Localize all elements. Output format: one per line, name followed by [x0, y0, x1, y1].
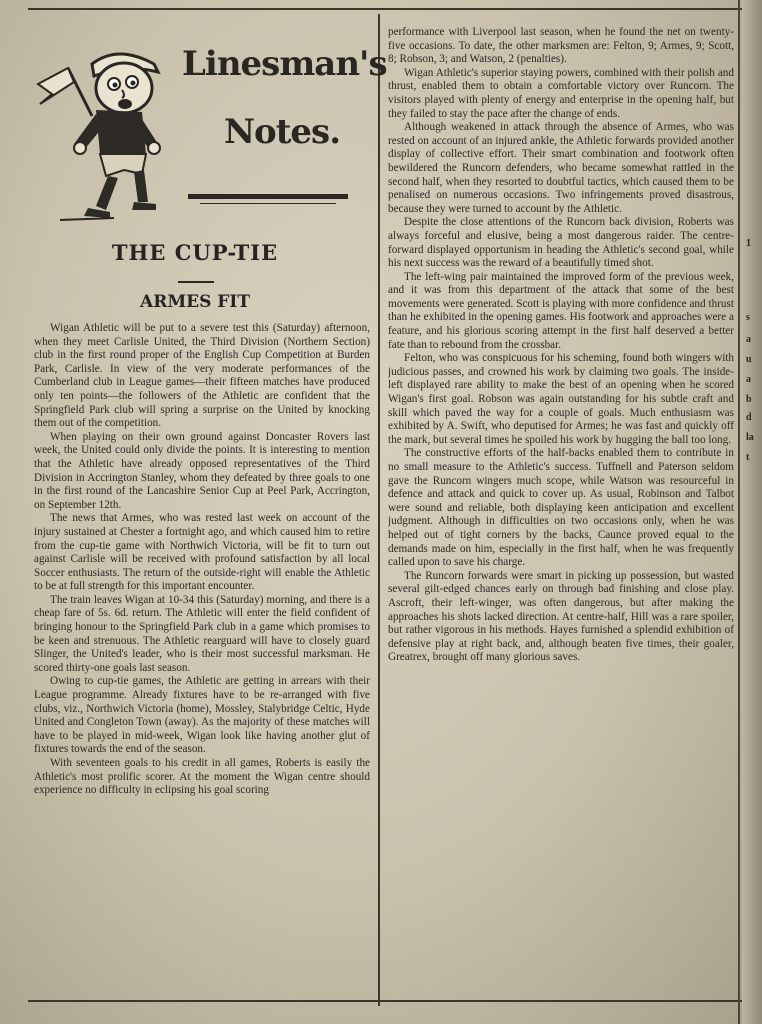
- adjacent-page-fragment: la: [746, 432, 754, 443]
- headline: THE CUP-TIE: [111, 240, 279, 265]
- article-paragraph: With seventeen goals to his credit in all games, Roberts is easily the Athletic's most prolific scorer. At the moment the Wigan centre should experience no difficulty in eclipsing his goal scoring: [34, 757, 370, 797]
- adjacent-page-fragment: d: [746, 412, 752, 423]
- subheadline: ARMES FIT: [140, 292, 250, 312]
- adjacent-page-fragment: u: [746, 354, 752, 365]
- article-paragraph: The constructive efforts of the half-backs enabled them to contribute in no small measure to the Athletic's success. Tuffnell and Paterson seldom gave the Runcorn wingers much scope, while Watson was resourceful in defence and attack and quick to cover up. As usual, Robinson and Talbot were sound and reliable, both displaying keen anticipation and excellent judgment. Although in difficulties on two occasions only, when he was helped out of tight corners by the backs, Caunce proved equal to the demands made on him, especially in the first half, when he was frequently called upon to save his charge.: [388, 447, 734, 569]
- article-paragraph: performance with Liverpool last season, when he found the net on twenty-five occasions. To date, the other marksmen are: Felton, 9; Armes, 9; Scott, 8; Robson, 3; and Watson, 2 (penalties).: [388, 26, 734, 66]
- article-paragraph: Although weakened in attack through the absence of Armes, who was rested on account of an injured ankle, the Athletic forwards provided another display of collective effort. Their smart combination and footwork often bewildered the Runcorn defenders, who became somewhat rattled in the second half, when they resorted to doubtful tactics, which caused them to be penalised on numerous occasions. Two infringements proved disastrous, because they were turned to account by the Athletic.: [388, 121, 734, 215]
- adjacent-page-fragment: a: [746, 374, 751, 385]
- article-paragraph: The Runcorn forwards were smart in picking up possession, but wasted several gilt-edged chances early on through bad finishing and close play. Ascroft, their left-winger, was often dangerous, but after making the approaches his shots lacked direction. At centre-half, Hill was a rare spoiler, but rather vigorous in his methods. Hayes furnished a splendid exhibition of defensive play at right back, and, although beaten five times, their goaler, Greatrex, brought off many glorious saves.: [388, 569, 734, 664]
- article-paragraph: The train leaves Wigan at 10-34 this (Saturday) morning, and there is a cheap fare of 5s. 6d. return. The Athletic will enter the field confident of bringing honour to the Springfield Park club in a game which promises to be keen and strenuous. The Athletic rearguard will have to closely guard Slinger, the United's leader, who is their most successful marksman. He scored thirty-one goals last season.: [34, 593, 370, 674]
- left-column: [34, 322, 370, 998]
- masthead-title-line2: Notes.: [223, 112, 341, 152]
- adjacent-page-fragment: t: [746, 452, 750, 463]
- top-rule: [28, 8, 748, 10]
- headline-rule: [178, 281, 214, 283]
- adjacent-page-fragment: s: [746, 312, 750, 323]
- article-paragraph: Felton, who was conspicuous for his scheming, found both wingers with judicious passes, and crowned his work by claiming two goals. The inside-left displayed rare ability to make the best of an opening when he scored Wigan's first goal. Robson was again outstanding for his subtle craft and skill which paved the way for a couple of goals. Much enthusiasm was exhibited by A. Swift, who deputised for Armes; he was fast and quickly off the mark, but several times he spoiled his work by hugging the ball too long.: [388, 352, 734, 446]
- right-column: [388, 26, 734, 998]
- article-paragraph: Despite the close attentions of the Runcorn back division, Roberts was always forceful and elusive, being a most dangerous raider. The centre-forward displayed opportunism in heading the Athletic's second goal, while his next success was the reward of a beautifully timed shot.: [388, 216, 734, 270]
- title-rule: [188, 194, 348, 199]
- adjacent-page-fragment: b: [746, 394, 752, 405]
- article-paragraph: Owing to cup-tie games, the Athletic are getting in arrears with their League programme. Already fixtures have to be re-arranged with five clubs, viz., Northwich Victoria (home), Mossley, Stalybridge Celtic, Hyde United and Congleton Town (away). As the majority of these matches will have to be played in mid-week, Wigan look like having another glut of fixtures towards the end of the season.: [34, 675, 370, 756]
- article-paragraph: The left-wing pair maintained the improved form of the previous week, and it was from this department of the attack that some of the best movements were generated. Scott is playing with more confidence and thrust than he exhibited in the opening games. His footwork and approaches were a feature, and his glorious scoring attempt in the first half deserved a better fate than to rebound from the crossbar.: [388, 270, 734, 351]
- adjacent-page-fragment: a: [746, 334, 751, 345]
- cartoon-linesman-icon: [30, 42, 170, 224]
- adjacent-page-strip: [742, 0, 762, 1024]
- page-edge-divider: [738, 0, 740, 1024]
- bottom-rule: [28, 1000, 748, 1002]
- article-paragraph: Wigan Athletic's superior staying powers, combined with their polish and thrust, enabled them to obtain a comfortable victory over Runcorn. The visitors played with plenty of energy and enterprise in the opening half, but they failed to stay the pace after the change of ends.: [388, 66, 734, 120]
- adjacent-page-fragment: 1: [746, 238, 751, 249]
- article-paragraph: The news that Armes, who was rested last week on account of the injury sustained at Chester a fortnight ago, and which caused him to retire from the cup-tie game with Northwich Victoria, will be fit to turn out against Carlisle will be received with profound satisfaction by all local Soccer enthusiasts. The return of the outside-right will enable the Athletic to be at full strength for this important encounter.: [34, 512, 370, 593]
- article-paragraph: Wigan Athletic will be put to a severe test this (Saturday) afternoon, when they meet Carlisle United, the Third Division (Northern Section) club in the first round proper of the English Cup Competition at Burden Park, Carlisle. In view of the very moderate performances of the Cumberland club in League games—their fifteen matches have produced only ten points—the followers of the Athletic are confident that the Springfield Park club will spring a surprise on the United by knocking them out of the competition.: [34, 322, 370, 430]
- article-paragraph: When playing on their own ground against Doncaster Rovers last week, the United could only divide the points. It is interesting to mention that the Athletic have already opposed representatives of the Third Division in Accrington Stanley, whom they defeated by three goals to one in the first round of the Lancashire Senior Cup at Peel Park, Accrington, on September 12th.: [34, 430, 370, 511]
- title-rule-thin: [200, 203, 336, 204]
- column-divider: [378, 14, 380, 1006]
- masthead-title-line1: Linesman's: [182, 44, 387, 84]
